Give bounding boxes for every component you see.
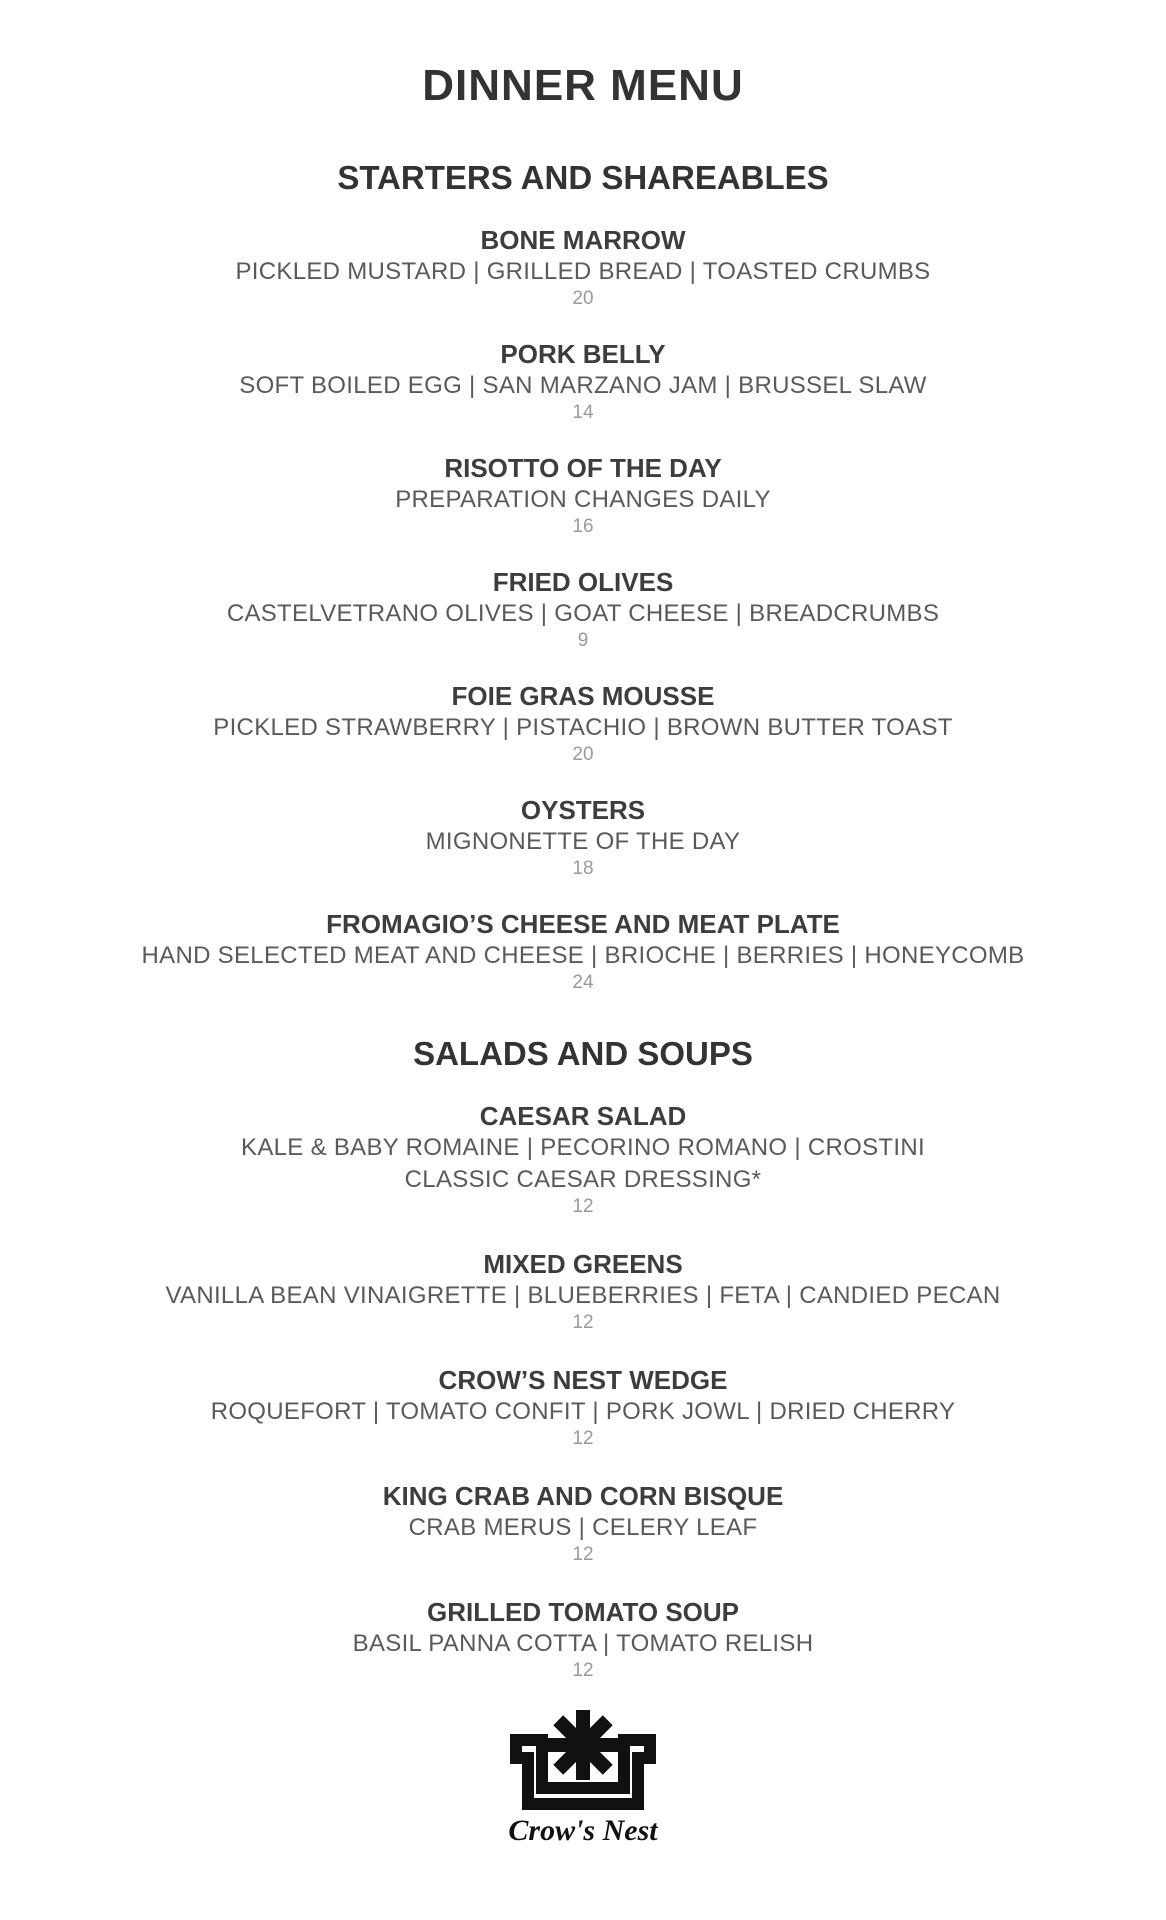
item-description: PICKLED MUSTARD | GRILLED BREAD | TOASTED CRUMBS <box>235 258 931 285</box>
item-price: 12 <box>572 1196 594 1217</box>
section-title: STARTERS AND SHAREABLES <box>337 159 829 196</box>
menu-item <box>0 680 1166 766</box>
section-title: SALADS AND SOUPS <box>413 1035 753 1072</box>
item-name: KING CRAB AND CORN BISQUE <box>382 1481 784 1511</box>
item-price: 12 <box>572 1660 594 1681</box>
item-name: BONE MARROW <box>480 225 686 255</box>
item-price: 12 <box>572 1544 594 1565</box>
item-name: FRIED OLIVES <box>492 567 674 597</box>
item-description: PICKLED STRAWBERRY | PISTACHIO | BROWN BUTTER TOAST <box>213 714 953 741</box>
item-name: GRILLED TOMATO SOUP <box>426 1597 739 1627</box>
item-price: 9 <box>577 630 589 651</box>
item-description: HAND SELECTED MEAT AND CHEESE | BRIOCHE | BERRIES | HONEYCOMB <box>141 942 1025 969</box>
item-name: OYSTERS <box>520 795 646 825</box>
menu-item <box>0 1248 1166 1334</box>
item-price: 24 <box>572 972 594 993</box>
item-name: CAESAR SALAD <box>479 1101 687 1131</box>
item-description: VANILLA BEAN VINAIGRETTE | BLUEBERRIES | FETA | CANDIED PECAN <box>165 1282 1001 1309</box>
item-description: KALE & BABY ROMAINE | PECORINO ROMANO | CROSTINI <box>241 1134 925 1161</box>
item-price: 14 <box>572 402 594 423</box>
item-description-line-2: CLASSIC CAESAR DRESSING* <box>404 1166 762 1193</box>
item-price: 20 <box>572 288 594 309</box>
menu-item <box>0 452 1166 538</box>
menu-item <box>0 908 1166 994</box>
item-description: ROQUEFORT | TOMATO CONFIT | PORK JOWL | DRIED CHERRY <box>210 1398 956 1425</box>
item-price: 16 <box>572 516 594 537</box>
section-starters <box>0 156 1166 994</box>
section-salads <box>0 1032 1166 1682</box>
item-name: RISOTTO OF THE DAY <box>444 453 722 483</box>
item-price: 20 <box>572 744 594 765</box>
item-price: 12 <box>572 1312 594 1333</box>
item-description: BASIL PANNA COTTA | TOMATO RELISH <box>352 1630 814 1657</box>
menu-item <box>0 1364 1166 1450</box>
crows-nest-logo-icon <box>508 1706 658 1846</box>
menu-item <box>0 1480 1166 1566</box>
item-name: FOIE GRAS MOUSSE <box>451 681 715 711</box>
item-description: MIGNONETTE OF THE DAY <box>425 828 741 855</box>
menu-item <box>0 1596 1166 1682</box>
logo-text: Crow's Nest <box>508 1814 658 1846</box>
menu-item <box>0 224 1166 310</box>
item-name: MIXED GREENS <box>483 1249 683 1279</box>
item-description: SOFT BOILED EGG | SAN MARZANO JAM | BRUSSEL SLAW <box>239 372 927 399</box>
item-description: CRAB MERUS | CELERY LEAF <box>408 1514 758 1541</box>
item-name: FROMAGIO’S CHEESE AND MEAT PLATE <box>326 909 840 939</box>
menu-item <box>0 566 1166 652</box>
item-description: CASTELVETRANO OLIVES | GOAT CHEESE | BREADCRUMBS <box>226 600 940 627</box>
menu-item <box>0 338 1166 424</box>
menu-item <box>0 794 1166 880</box>
item-name: CROW’S NEST WEDGE <box>438 1365 728 1395</box>
item-price: 12 <box>572 1428 594 1449</box>
item-price: 18 <box>572 858 594 879</box>
item-name: PORK BELLY <box>500 339 666 369</box>
menu-item <box>0 1100 1166 1218</box>
menu-title: DINNER MENU <box>422 61 744 110</box>
item-description: PREPARATION CHANGES DAILY <box>395 486 771 513</box>
